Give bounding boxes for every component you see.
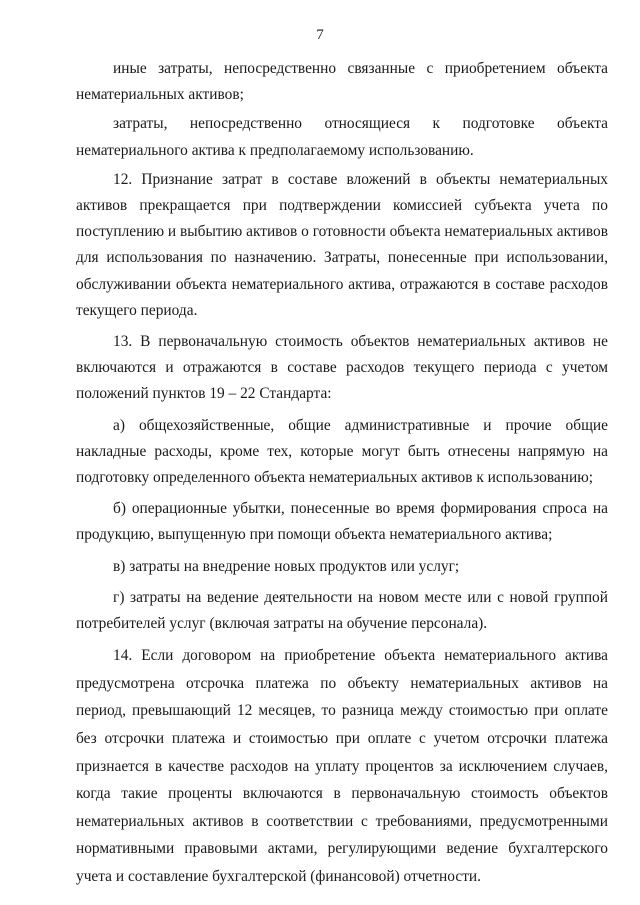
document-body	[76, 56, 608, 891]
paragraph-preparation-costs: затраты, непосредственно относящиеся к подготовке объекта нематериального актива к предполагаемому использованию.	[76, 115, 608, 159]
paragraph-item-13-v: в) затраты на внедрение новых продуктов или услуг;	[113, 557, 460, 575]
paragraph-item-13-g: г) затраты на ведение деятельности на новом месте или с новой группой потребителей услуг (включая затраты на обучение персонала).	[76, 588, 608, 633]
paragraph-item-13: 13. В первоначальную стоимость объектов нематериальных активов не включаются и отражаются в составе расходов текущего периода с учетом положений пунктов 19 – 22 Стандарта:	[76, 333, 608, 403]
paragraph-item-13-b: б) операционные убытки, понесенные во время формирования спроса на продукцию, выпущенную при помощи объекта нематериального актива;	[76, 500, 608, 544]
paragraph-item-13-a: а) общехозяйственные, общие административные и прочие общие накладные расходы, кроме тех, которые могут быть отнесены напрямую на подготовку определенного объекта нематериальных активов к использованию;	[76, 416, 608, 487]
paragraph-other-costs: иные затраты, непосредственно связанные с приобретением объекта нематериальных активов;	[76, 60, 608, 104]
page-number: 7	[316, 27, 324, 43]
paragraph-item-12: 12. Признание затрат в составе вложений в объекты нематериальных активов прекращается при подтверждении комиссией субъекта учета по поступлению и выбытию активов о готовности объекта нематериальных активов для использования по назначению. Затраты, понесенные при использовании, обслуживании объекта нематериального актива, отражаются в составе расходов текущего периода.	[76, 170, 608, 319]
paragraph-item-14: 14. Если договором на приобретение объекта нематериального актива предусмотрена отсрочка платежа по объекту нематериальных активов на период, превышающий 12 месяцев, то разница между стоимостью при оплате без отсрочки платежа и стоимостью при оплате с учетом отсрочки платежа признается в качестве расходов на уплату процентов за исключением случаев, когда такие проценты включаются в первоначальную стоимость объектов нематериальных активов в соответствии с требованиями, предусмотренными нормативными правовыми актами, регулирующими ведение бухгалтерского учета и составление бухгалтерской (финансовой) отчетности.	[76, 647, 608, 886]
